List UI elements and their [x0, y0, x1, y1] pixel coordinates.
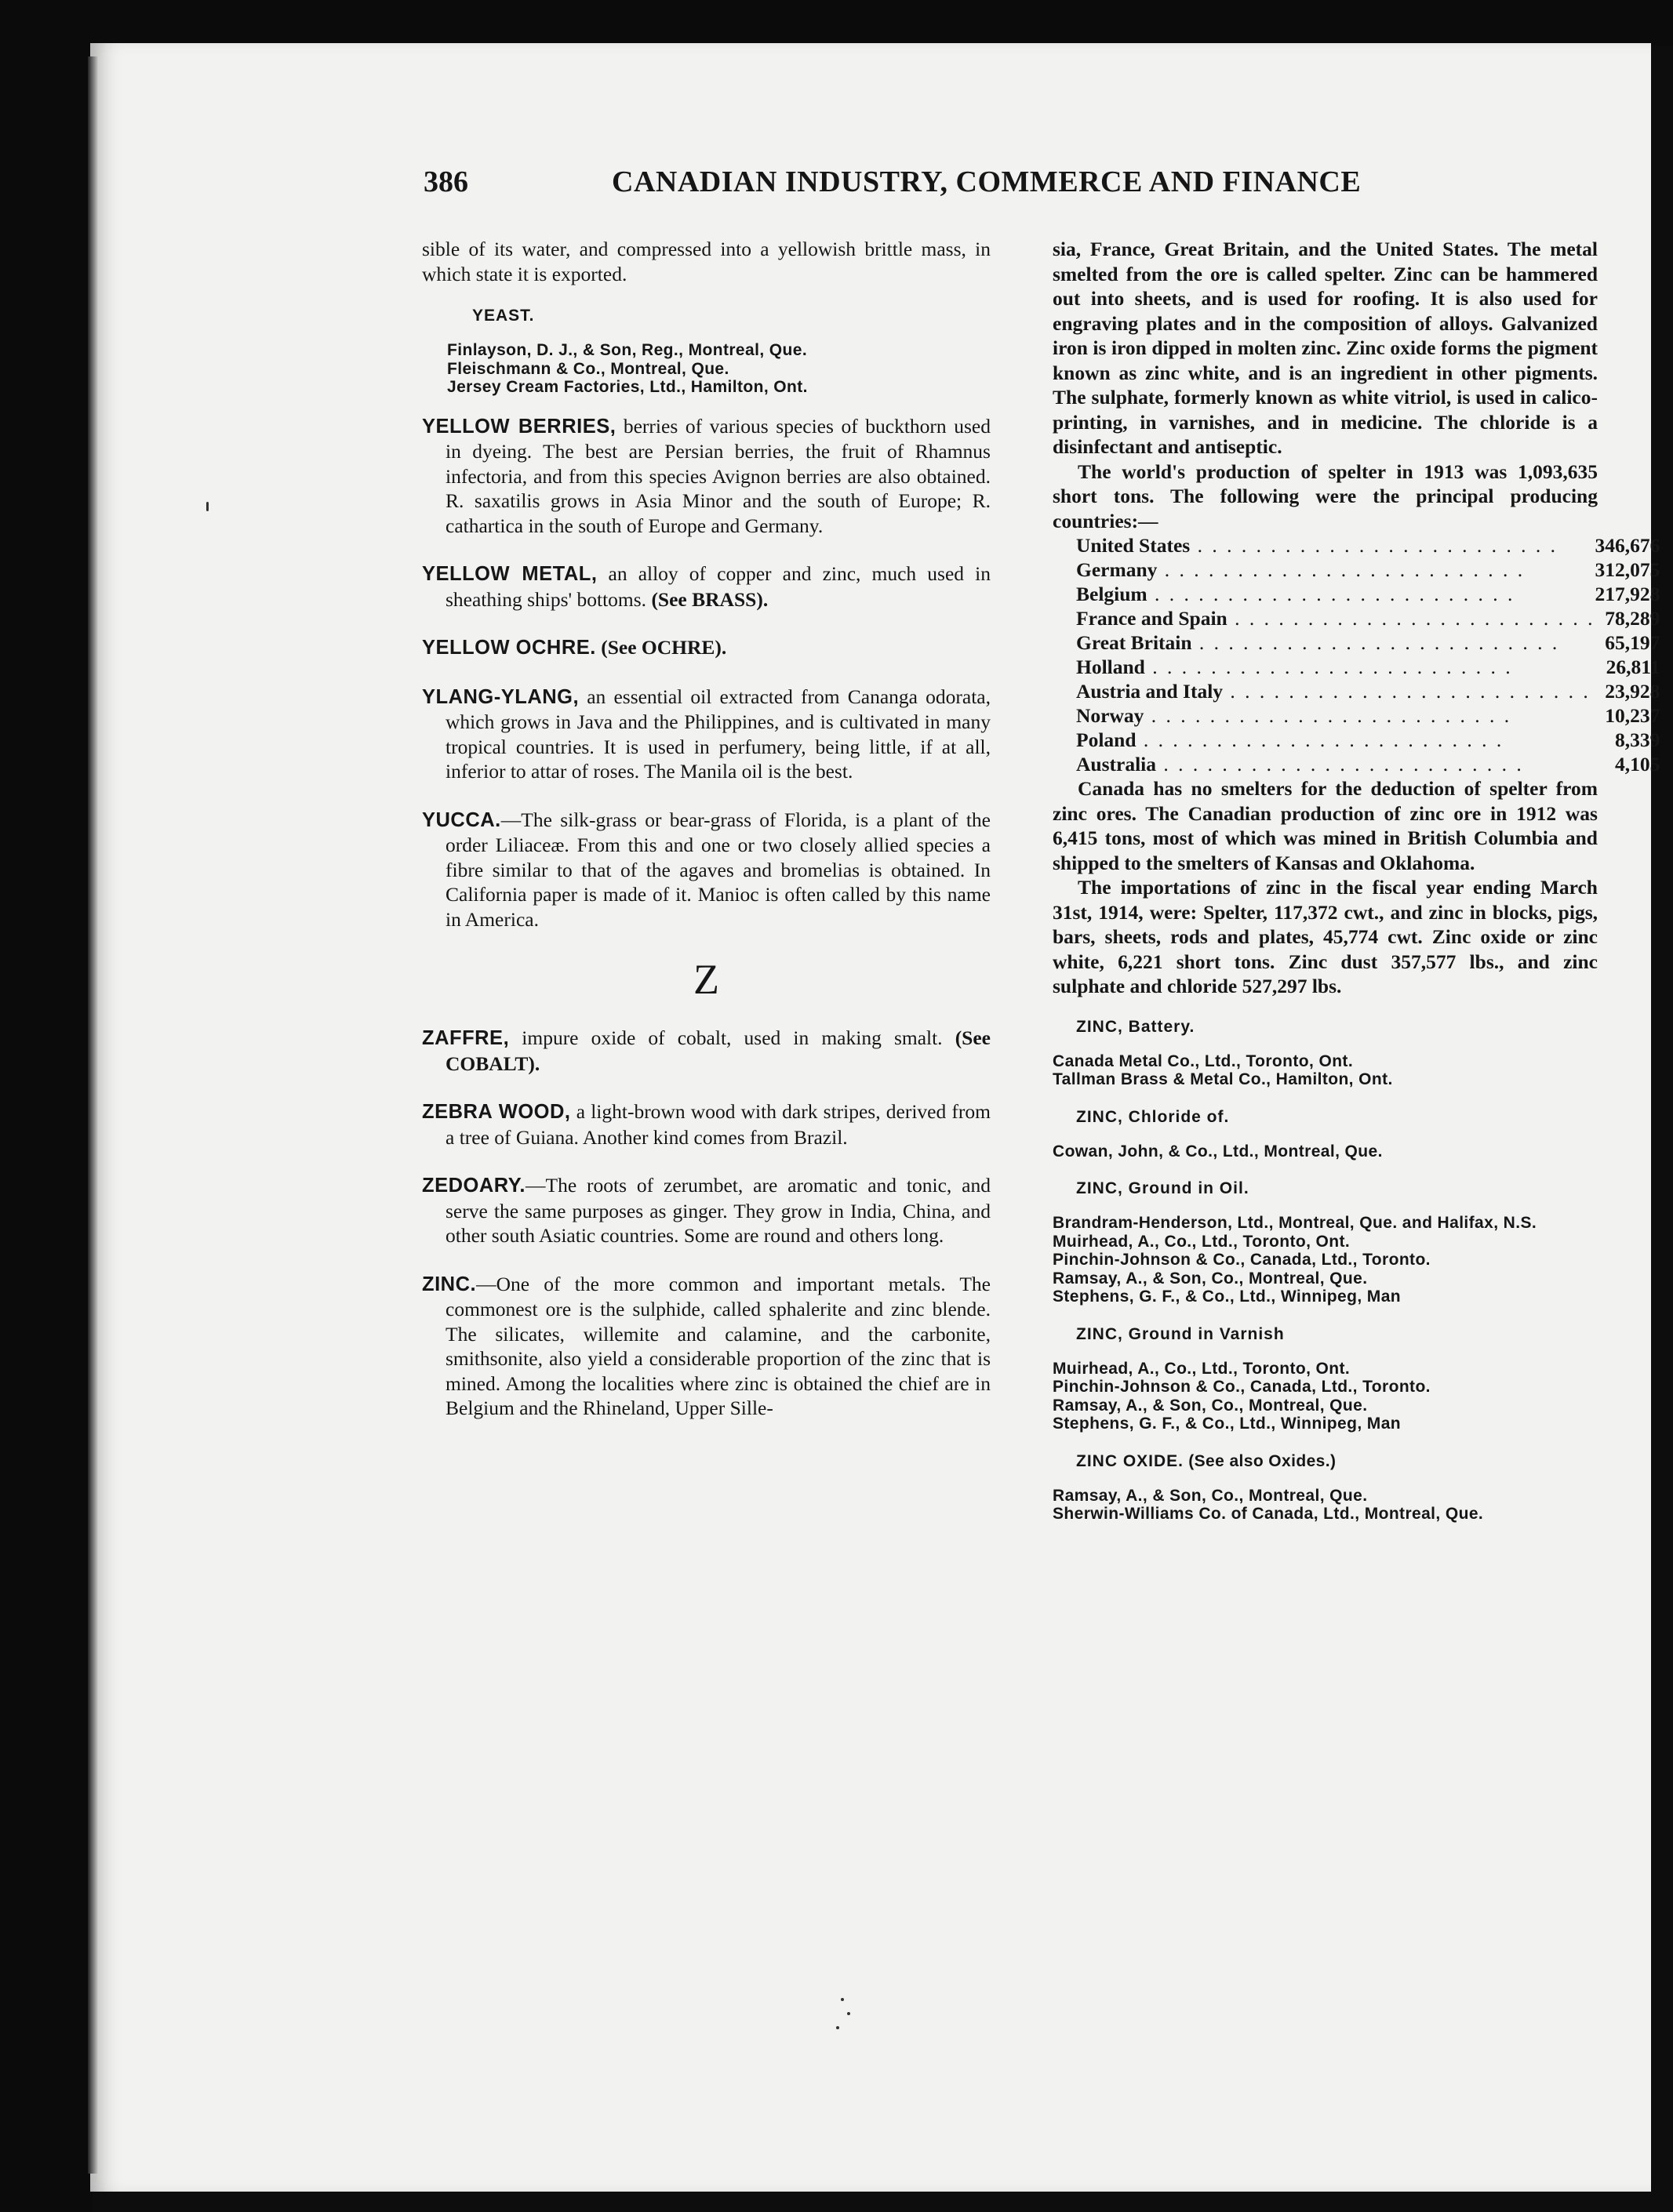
production-row — [1076, 582, 1660, 606]
canada-paragraph: Canada has no smelters for the deduction of spelter from zinc ores. The Canadian production of zinc ore in 1912 was 6,415 tons, most of which was mined in British Columbia and shipped to the smelters of Kansas and Oklahoma. — [1053, 777, 1598, 874]
leader-dots: . . . . . . . . . . . . . . . . . . . . . . . . . — [1156, 753, 1524, 775]
entry-zedoary — [422, 1173, 991, 1248]
production-row — [1076, 752, 1660, 776]
production-country — [1076, 558, 1595, 582]
yeast-firm-list — [422, 341, 991, 397]
spelter-production-table — [1076, 533, 1660, 776]
directory-heading — [1076, 1452, 1598, 1471]
scan-border-top — [0, 0, 1673, 45]
production-country — [1076, 582, 1595, 606]
production-row — [1076, 679, 1660, 703]
production-country — [1076, 655, 1595, 679]
directory-firm: Canada Metal Co., Ltd., Toronto, Ont. — [1053, 1052, 1354, 1070]
production-country-name: Holland — [1076, 656, 1145, 678]
yeast-firm-2: Fleischmann & Co., Montreal, Que. — [447, 359, 729, 378]
entry-text: —The silk-grass or bear-grass of Florida, is a plant of the order Liliaceæ. From this and one or two closely allied species a fibre similar to that of the agaves and bromelias is obtained. In California paper is made of it. Manioc is often called by this name in America. — [446, 808, 991, 931]
directory-heading: ZINC, Ground in Varnish — [1076, 1324, 1285, 1343]
entry-zaffre — [422, 1026, 991, 1076]
entry-text: impure oxide of cobalt, used in making smalt. — [509, 1026, 955, 1049]
directory-firm-list — [1053, 1360, 1598, 1433]
entry-headword: YELLOW METAL, — [422, 563, 598, 585]
entry-headword: ZEDOARY. — [422, 1175, 526, 1197]
production-amount: 8,339 — [1614, 728, 1660, 751]
entry-text: berries of various species of buckthorn used in dyeing. The best are Persian berries, the fruit of Rhamnus infectoria, and from this species Avignon berries are also obtained. R. saxatilis grows in Asia Minor and the south of Europe; R. cathartica in the south of Europe and Germany. — [446, 414, 991, 537]
yeast-firm-3: Jersey Cream Factories, Ltd., Hamilton, Ont. — [447, 378, 808, 396]
leader-dots: . . . . . . . . . . . . . . . . . . . . . . . . . — [1191, 631, 1560, 654]
entry-yucca — [422, 808, 991, 932]
production-row — [1076, 655, 1660, 679]
entry-headword: ZINC. — [422, 1273, 477, 1295]
imports-paragraph: The importations of zinc in the fiscal year ending March 31st, 1914, were: Spelter, 117,372 cwt., and zinc in blocks, pigs, bars, sheets, rods and plates, 45,774 cwt. Zinc oxide or zinc white, 6,221 short tons. Zinc dust 357,577 lbs., and zinc sulphate and chloride 527,297 lbs. — [1053, 876, 1598, 997]
directory-firm: Brandram-Henderson, Ltd., Montreal, Que. and Halifax, N.S. — [1053, 1214, 1537, 1232]
production-country — [1076, 630, 1595, 655]
production-country — [1076, 752, 1595, 776]
directory-firm: Stephens, G. F., & Co., Ltd., Winnipeg, Man — [1053, 1415, 1402, 1433]
yeast-firm-1: Finlayson, D. J., & Son, Reg., Montreal, Que. — [447, 341, 808, 359]
directory-firm: Muirhead, A., Co., Ltd., Toronto, Ont. — [1053, 1232, 1351, 1251]
right-column — [1053, 237, 1660, 1541]
leader-dots: . . . . . . . . . . . . . . . . . . . . . . . . . — [1147, 583, 1515, 605]
page-binding-edge — [88, 56, 99, 2174]
entry-ylang-ylang — [422, 685, 991, 784]
scan-speck — [847, 2012, 850, 2015]
directory-firm: Tallman Brass & Metal Co., Hamilton, Ont. — [1053, 1070, 1393, 1088]
zinc-battery-directory — [1053, 1018, 1598, 1089]
directory-firm: Stephens, G. F., & Co., Ltd., Winnipeg, Man — [1053, 1288, 1402, 1306]
production-country — [1076, 703, 1595, 728]
production-amount: 10,237 — [1605, 704, 1660, 727]
directory-firm: Muirhead, A., Co., Ltd., Toronto, Ont. — [1053, 1359, 1351, 1378]
production-row — [1076, 606, 1660, 630]
zinc-continuation: sia, France, Great Britain, and the United States. The metal smelted from the ore is called spelter. Zinc can be hammered out into sheets, and is used for roofing. It is also used for engraving plates and in the composition of alloys. Galvanized iron is iron dipped in molten zinc. Zinc oxide forms the pigment known as zinc white, and is an ingredient in other pigments. The sulphate, formerly known as white vitriol, is used in calico-printing, in varnishes, and in medicine. The chloride is a disinfectant and antiseptic. — [1053, 238, 1598, 458]
production-country-name: United States — [1076, 534, 1191, 557]
production-country-name: Australia — [1076, 753, 1156, 775]
leader-dots: . . . . . . . . . . . . . . . . . . . . . . . . . — [1227, 607, 1595, 630]
directory-firm: Ramsay, A., & Son, Co., Montreal, Que. — [1053, 1269, 1368, 1288]
production-country — [1076, 679, 1595, 703]
production-country-name: Norway — [1076, 704, 1144, 727]
leader-dots: . . . . . . . . . . . . . . . . . . . . . . . . . — [1136, 728, 1504, 751]
directory-firm-list — [1053, 1142, 1598, 1161]
entry-headword: YELLOW OCHRE. — [422, 637, 596, 659]
left-column — [422, 237, 991, 1444]
scan-speck — [836, 2026, 839, 2029]
production-amount: 217,928 — [1595, 583, 1660, 605]
cross-reference: (See OCHRE). — [595, 636, 727, 659]
zinc-chloride-directory — [1053, 1108, 1598, 1161]
production-country — [1076, 606, 1595, 630]
production-country-name: Belgium — [1076, 583, 1147, 605]
entry-text: —One of the more common and important metals. The commonest ore is the sulphide, called sphalerite and zinc blende. The silicates, willemite and calamine, and the carbonite, smithsonite, also yield a considerable proportion of the zinc that is mined. Among the localities where zinc is obtained the chief are in Belgium and the Rhineland, Upper Sille- — [446, 1272, 991, 1419]
production-row — [1076, 703, 1660, 728]
scan-speck — [206, 502, 209, 511]
production-row — [1076, 728, 1660, 752]
zinc-ground-in-varnish-directory — [1053, 1325, 1598, 1433]
leader-dots: . . . . . . . . . . . . . . . . . . . . . . . . . — [1144, 704, 1512, 727]
production-amount: 346,676 — [1595, 534, 1660, 557]
directory-heading: ZINC, Battery. — [1076, 1017, 1195, 1036]
entry-yellow-ochre — [422, 635, 991, 661]
entry-headword: YELLOW BERRIES, — [422, 415, 616, 438]
yeast-directory — [422, 307, 991, 397]
intro-continuation: sible of its water, and compressed into a yellowish brittle mass, in which state it is exported. — [422, 238, 991, 285]
directory-firm-list — [1053, 1214, 1598, 1306]
directory-heading: ZINC, Ground in Oil. — [1076, 1179, 1249, 1197]
zinc-oxide-directory — [1053, 1452, 1598, 1524]
entry-zebra-wood — [422, 1099, 991, 1150]
entry-text: an essential oil extracted from Cananga odorata, which grows in Java and the Philippines, and is cultivated in many tropical countries. It is used in perfumery, being little, if at all, inferior to attar of roses. The Manila oil is the best. — [446, 685, 991, 783]
production-country-name: France and Spain — [1076, 607, 1227, 630]
yeast-heading: YEAST. — [472, 307, 535, 325]
production-amount: 312,075 — [1595, 558, 1660, 581]
section-letter: Z — [693, 956, 719, 1003]
production-row — [1076, 630, 1660, 655]
entry-yellow-berries — [422, 414, 991, 539]
entry-text: an alloy of copper and zinc, much used in sheathing ships' bottoms. — [446, 562, 991, 611]
production-amount: 26,811 — [1606, 656, 1660, 678]
production-amount: 65,197 — [1605, 631, 1660, 654]
production-country-name: Germany — [1076, 558, 1158, 581]
entry-headword: ZAFFRE, — [422, 1027, 510, 1049]
production-amount: 23,928 — [1605, 680, 1660, 703]
zinc-ground-in-oil-directory — [1053, 1179, 1598, 1306]
cross-reference: (See BRASS). — [651, 587, 769, 611]
production-amount: 78,289 — [1605, 607, 1660, 630]
directory-firm: Ramsay, A., & Son, Co., Montreal, Que. — [1053, 1486, 1368, 1505]
production-intro: The world's production of spelter in 1913 was 1,093,635 short tons. The following were the principal producing countries:— — [1053, 459, 1598, 532]
directory-firm: Cowan, John, & Co., Ltd., Montreal, Que. — [1053, 1142, 1383, 1160]
entry-headword: ZEBRA WOOD, — [422, 1101, 571, 1123]
directory-heading-text: ZINC OXIDE. — [1076, 1451, 1184, 1470]
entry-text: a light-brown wood with dark stripes, derived from a tree of Guiana. Another kind comes from Brazil. — [446, 1100, 991, 1149]
cross-reference: (See COBALT). — [446, 1026, 991, 1075]
leader-dots: . . . . . . . . . . . . . . . . . . . . . . . . . — [1144, 656, 1513, 678]
production-country-name: Poland — [1076, 728, 1137, 751]
production-country — [1076, 533, 1595, 558]
directory-firm-list — [1053, 1052, 1598, 1089]
scan-speck — [841, 1998, 844, 2001]
entry-zinc — [422, 1272, 991, 1421]
page-number: 386 — [424, 165, 468, 198]
directory-firm: Sherwin-Williams Co. of Canada, Ltd., Montreal, Que. — [1053, 1505, 1484, 1523]
running-title: CANADIAN INDUSTRY, COMMERCE AND FINANCE — [612, 165, 1362, 198]
directory-heading-note: (See also Oxides.) — [1184, 1451, 1337, 1470]
leader-dots: . . . . . . . . . . . . . . . . . . . . . . . . . — [1190, 534, 1558, 557]
production-amount: 4,105 — [1614, 753, 1660, 775]
production-country-name: Great Britain — [1076, 631, 1192, 654]
entry-yellow-metal — [422, 561, 991, 612]
entry-text: —The roots of zerumbet, are aromatic and tonic, and serve the same purposes as ginger. They grow in India, China, and other south Asiatic countries. Some are round and others long. — [446, 1174, 991, 1247]
leader-dots: . . . . . . . . . . . . . . . . . . . . . . . . . — [1223, 680, 1591, 703]
directory-firm-list — [1053, 1487, 1598, 1524]
production-country-name: Austria and Italy — [1076, 680, 1224, 703]
directory-firm: Pinchin-Johnson & Co., Canada, Ltd., Toronto. — [1053, 1378, 1431, 1396]
leader-dots: . . . . . . . . . . . . . . . . . . . . . . . . . — [1157, 558, 1526, 581]
production-row — [1076, 558, 1660, 582]
production-row — [1076, 533, 1660, 558]
entry-headword: YUCCA. — [422, 808, 501, 831]
entry-headword: YLANG-YLANG, — [422, 685, 580, 708]
directory-firm: Ramsay, A., & Son, Co., Montreal, Que. — [1053, 1396, 1368, 1415]
production-country — [1076, 728, 1595, 752]
scan-border-left — [0, 0, 93, 2212]
directory-heading: ZINC, Chloride of. — [1076, 1107, 1230, 1126]
directory-firm: Pinchin-Johnson & Co., Canada, Ltd., Toronto. — [1053, 1251, 1431, 1269]
